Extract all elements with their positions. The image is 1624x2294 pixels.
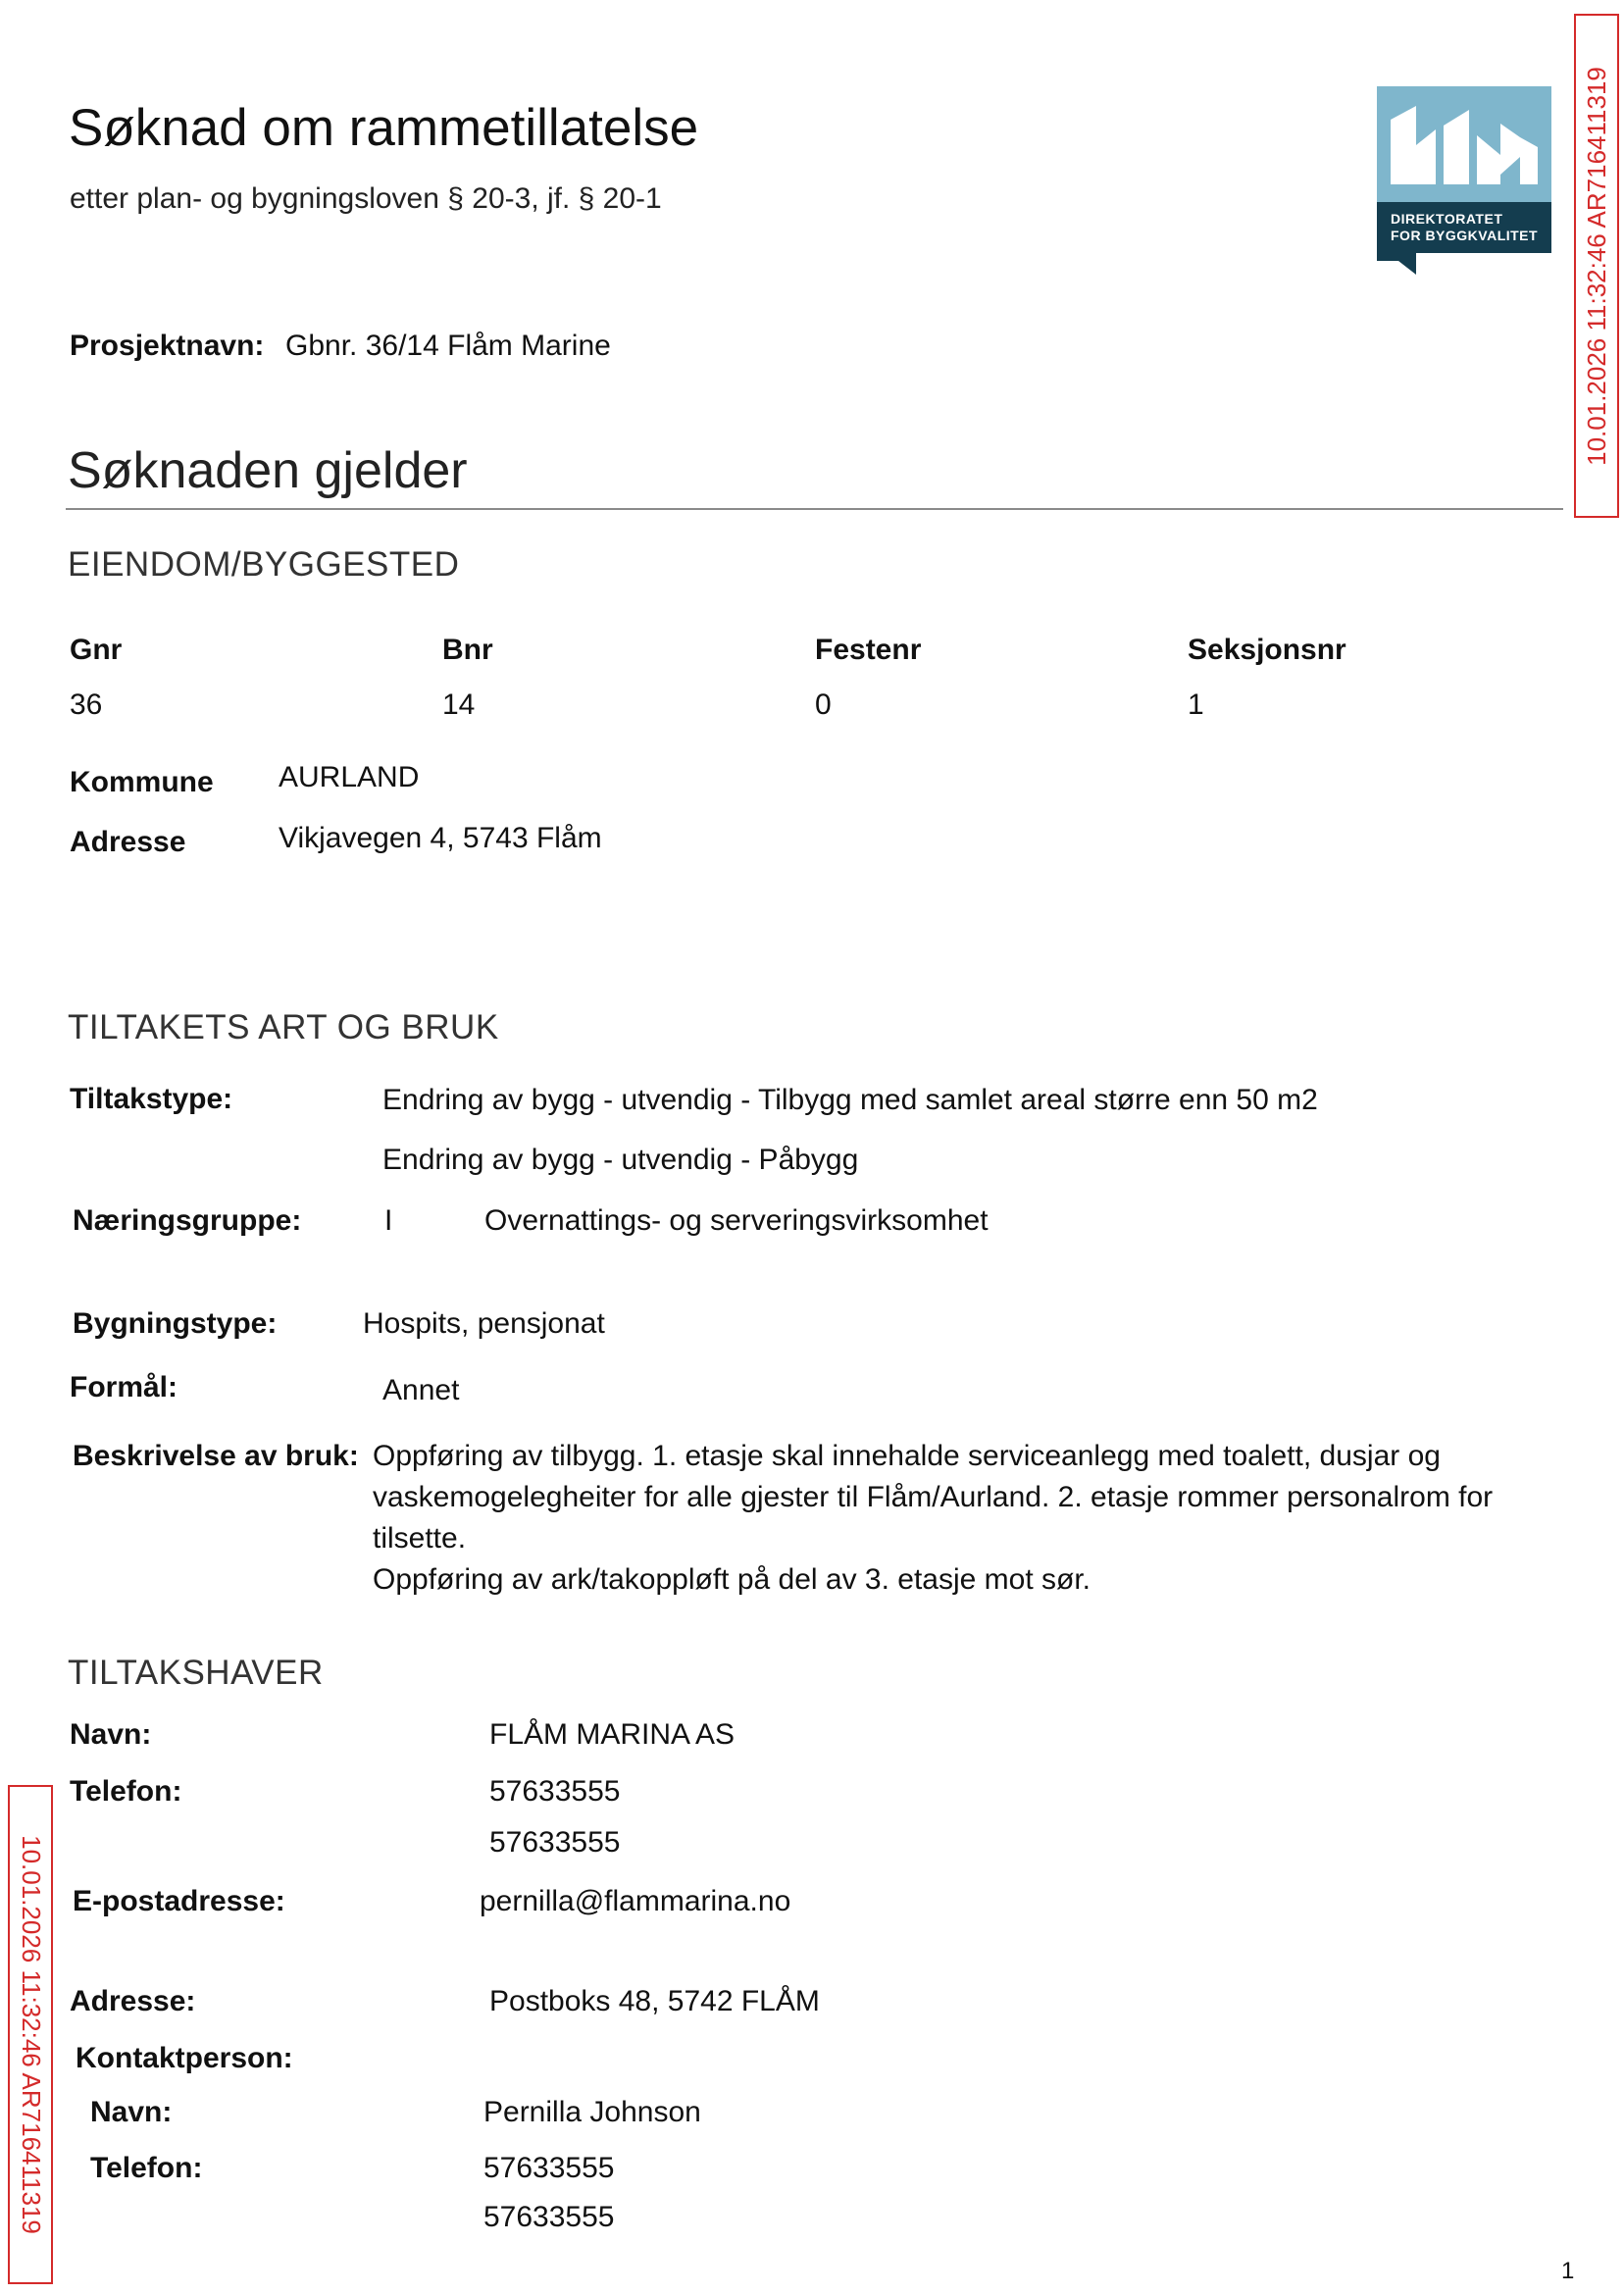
beskrivelse-line-1: Oppføring av tilbygg. 1. etasje skal innehalde serviceanlegg med toalett, dusjar og <box>373 1440 1441 1472</box>
tiltakstype-label: Tiltakstype: <box>70 1083 233 1115</box>
stamp-text-left: 10.01.2026 11:32:46 AR716411319 <box>16 1835 46 2234</box>
beskrivelse-line-4: Oppføring av ark/takoppløft på del av 3. etasje mot sør. <box>373 1563 1091 1596</box>
project-label: Prosjektnavn: <box>70 330 265 362</box>
tiltakshaver-telefon-2: 57633555 <box>489 1826 621 1859</box>
logo-text-line2: FOR BYGGKVALITET <box>1391 228 1539 243</box>
page-title: Søknad om rammetillatelse <box>69 99 699 157</box>
tiltakshaver-heading: TILTAKSHAVER <box>68 1654 324 1692</box>
stamp-text: 10.01.2026 11:32:46 AR716411319 <box>1581 66 1611 466</box>
epost-value: pernilla@flammarina.no <box>480 1885 791 1917</box>
formal-label: Formål: <box>70 1371 178 1403</box>
gnr-label: Gnr <box>70 634 123 666</box>
gnr-value: 36 <box>70 688 103 721</box>
bnr-label: Bnr <box>442 634 493 666</box>
naeringsgruppe-label: Næringsgruppe: <box>73 1204 302 1237</box>
seksjonsnr-label: Seksjonsnr <box>1188 634 1346 666</box>
tiltakshaver-navn-label: Navn: <box>70 1718 152 1751</box>
tiltakshaver-adresse-value: Postboks 48, 5742 FLÅM <box>489 1985 820 2017</box>
project-value: Gbnr. 36/14 Flåm Marine <box>285 330 611 362</box>
kontakt-navn-value: Pernilla Johnson <box>483 2096 701 2128</box>
page-subtitle: etter plan- og bygningsloven § 20-3, jf. § 20-1 <box>70 182 662 215</box>
tiltakshaver-telefon-label: Telefon: <box>70 1775 182 1808</box>
stamp-bottom-left <box>8 1785 53 2284</box>
beskrivelse-line-2: vaskemogelegheiter for alle gjester til Flåm/Aurland. 2. etasje rommer personalrom for <box>373 1481 1494 1513</box>
tiltakshaver-navn-value: FLÅM MARINA AS <box>489 1718 736 1751</box>
tiltakshaver-adresse-label: Adresse: <box>70 1985 196 2017</box>
eiendom-heading: EIENDOM/BYGGESTED <box>68 545 460 584</box>
bygningstype-label: Bygningstype: <box>73 1307 278 1340</box>
kontakt-telefon-1: 57633555 <box>483 2152 615 2184</box>
kontakt-telefon-label: Telefon: <box>90 2152 203 2184</box>
naeringsgruppe-value: Overnattings- og serveringsvirksomhet <box>484 1204 989 1237</box>
beskrivelse-label: Beskrivelse av bruk: <box>73 1440 359 1472</box>
festenr-value: 0 <box>815 688 832 721</box>
tiltak-heading: TILTAKETS ART OG BRUK <box>68 1008 499 1046</box>
formal-value: Annet <box>382 1374 460 1406</box>
tiltakshaver-telefon-1: 57633555 <box>489 1775 621 1808</box>
kommune-label: Kommune <box>70 766 214 798</box>
epost-label: E-postadresse: <box>73 1885 285 1917</box>
tiltakstype-value-2: Endring av bygg - utvendig - Påbygg <box>382 1144 859 1176</box>
section-title: Søknaden gjelder <box>68 442 468 499</box>
kommune-value: AURLAND <box>279 761 420 793</box>
beskrivelse-line-3: tilsette. <box>373 1522 467 1555</box>
kontaktperson-label: Kontaktperson: <box>76 2042 293 2074</box>
tiltakstype-value-1: Endring av bygg - utvendig - Tilbygg med samlet areal større enn 50 m2 <box>382 1084 1318 1116</box>
page-number: 1 <box>1561 2258 1575 2284</box>
bygningstype-value: Hospits, pensjonat <box>363 1307 605 1340</box>
festenr-label: Festenr <box>815 634 922 666</box>
adresse-label: Adresse <box>70 826 186 858</box>
dibk-logo <box>1377 86 1551 275</box>
section-divider <box>66 508 1563 510</box>
kontakt-telefon-2: 57633555 <box>483 2201 615 2233</box>
logo-text-line1: DIREKTORATET <box>1391 211 1503 227</box>
adresse-value: Vikjavegen 4, 5743 Flåm <box>279 822 602 854</box>
bnr-value: 14 <box>442 688 476 721</box>
naeringsgruppe-code: I <box>384 1204 393 1237</box>
seksjonsnr-value: 1 <box>1188 688 1204 721</box>
kontakt-navn-label: Navn: <box>90 2096 173 2128</box>
stamp-top-right <box>1574 14 1619 518</box>
